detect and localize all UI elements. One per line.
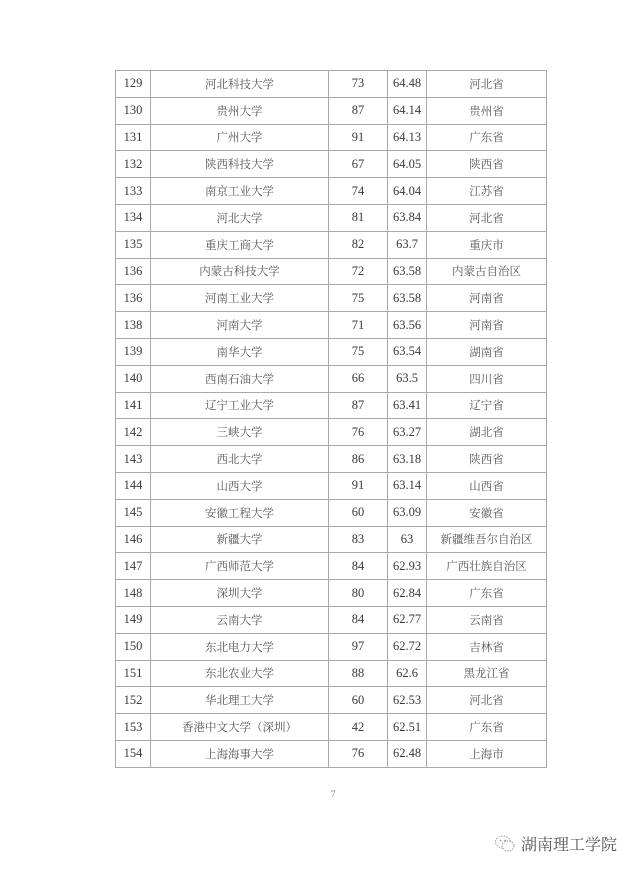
score-b-cell: 64.48 xyxy=(388,71,427,98)
score-a-cell: 60 xyxy=(329,687,388,714)
rank-cell: 146 xyxy=(116,526,151,553)
university-cell: 辽宁工业大学 xyxy=(151,392,329,419)
university-cell: 上海海事大学 xyxy=(151,740,329,767)
score-a-cell: 75 xyxy=(329,285,388,312)
university-cell: 河北大学 xyxy=(151,204,329,231)
page-number: 7 xyxy=(331,789,336,799)
table-row xyxy=(116,526,547,553)
score-b-cell: 62.48 xyxy=(388,740,427,767)
province-cell: 河北省 xyxy=(427,687,547,714)
table-row xyxy=(116,687,547,714)
table-row xyxy=(116,606,547,633)
table-row xyxy=(116,499,547,526)
table-row xyxy=(116,258,547,285)
score-a-cell: 76 xyxy=(329,740,388,767)
table-row xyxy=(116,740,547,767)
score-b-cell: 62.84 xyxy=(388,580,427,607)
rank-cell: 139 xyxy=(116,338,151,365)
score-a-cell: 97 xyxy=(329,633,388,660)
ranking-table xyxy=(115,70,547,768)
score-a-cell: 84 xyxy=(329,606,388,633)
score-b-cell: 64.13 xyxy=(388,124,427,151)
province-cell: 河北省 xyxy=(427,71,547,98)
rank-cell: 135 xyxy=(116,231,151,258)
score-a-cell: 82 xyxy=(329,231,388,258)
rank-cell: 141 xyxy=(116,392,151,419)
score-a-cell: 87 xyxy=(329,97,388,124)
score-b-cell: 63.58 xyxy=(388,285,427,312)
score-b-cell: 62.51 xyxy=(388,714,427,741)
watermark-text: 湖南理工学院 xyxy=(521,835,618,854)
rank-cell: 131 xyxy=(116,124,151,151)
university-cell: 西南石油大学 xyxy=(151,365,329,392)
rank-cell: 149 xyxy=(116,606,151,633)
university-cell: 东北农业大学 xyxy=(151,660,329,687)
province-cell: 广西壮族自治区 xyxy=(427,553,547,580)
province-cell: 安徽省 xyxy=(427,499,547,526)
table-row xyxy=(116,392,547,419)
province-cell: 河南省 xyxy=(427,312,547,339)
rank-cell: 138 xyxy=(116,312,151,339)
rank-cell: 147 xyxy=(116,553,151,580)
table-row xyxy=(116,446,547,473)
university-cell: 广西师范大学 xyxy=(151,553,329,580)
score-a-cell: 42 xyxy=(329,714,388,741)
table-row xyxy=(116,660,547,687)
rank-cell: 130 xyxy=(116,97,151,124)
rank-cell: 129 xyxy=(116,71,151,98)
score-a-cell: 84 xyxy=(329,553,388,580)
province-cell: 四川省 xyxy=(427,365,547,392)
score-b-cell: 62.77 xyxy=(388,606,427,633)
score-b-cell: 63.18 xyxy=(388,446,427,473)
rank-cell: 144 xyxy=(116,472,151,499)
province-cell: 广东省 xyxy=(427,580,547,607)
rank-cell: 150 xyxy=(116,633,151,660)
score-b-cell: 63.41 xyxy=(388,392,427,419)
table-row xyxy=(116,633,547,660)
university-cell: 云南大学 xyxy=(151,606,329,633)
score-b-cell: 64.05 xyxy=(388,151,427,178)
score-a-cell: 83 xyxy=(329,526,388,553)
score-a-cell: 86 xyxy=(329,446,388,473)
province-cell: 湖北省 xyxy=(427,419,547,446)
rank-cell: 145 xyxy=(116,499,151,526)
rank-cell: 152 xyxy=(116,687,151,714)
score-b-cell: 63 xyxy=(388,526,427,553)
province-cell: 重庆市 xyxy=(427,231,547,258)
score-a-cell: 91 xyxy=(329,124,388,151)
table-row xyxy=(116,204,547,231)
score-b-cell: 62.53 xyxy=(388,687,427,714)
score-b-cell: 63.5 xyxy=(388,365,427,392)
table-row xyxy=(116,472,547,499)
table-row xyxy=(116,419,547,446)
rank-cell: 136 xyxy=(116,285,151,312)
score-a-cell: 88 xyxy=(329,660,388,687)
rank-cell: 148 xyxy=(116,580,151,607)
rank-cell: 151 xyxy=(116,660,151,687)
score-b-cell: 64.14 xyxy=(388,97,427,124)
province-cell: 江苏省 xyxy=(427,178,547,205)
rank-cell: 154 xyxy=(116,740,151,767)
university-cell: 山西大学 xyxy=(151,472,329,499)
province-cell: 湖南省 xyxy=(427,338,547,365)
university-cell: 重庆工商大学 xyxy=(151,231,329,258)
table-row xyxy=(116,151,547,178)
table-row xyxy=(116,338,547,365)
table-row xyxy=(116,231,547,258)
score-b-cell: 63.14 xyxy=(388,472,427,499)
province-cell: 贵州省 xyxy=(427,97,547,124)
university-cell: 南京工业大学 xyxy=(151,178,329,205)
rank-cell: 136 xyxy=(116,258,151,285)
province-cell: 内蒙古自治区 xyxy=(427,258,547,285)
score-a-cell: 80 xyxy=(329,580,388,607)
score-a-cell: 67 xyxy=(329,151,388,178)
university-cell: 三峡大学 xyxy=(151,419,329,446)
university-cell: 安徽工程大学 xyxy=(151,499,329,526)
rank-cell: 133 xyxy=(116,178,151,205)
score-a-cell: 75 xyxy=(329,338,388,365)
province-cell: 云南省 xyxy=(427,606,547,633)
score-b-cell: 63.56 xyxy=(388,312,427,339)
rank-cell: 153 xyxy=(116,714,151,741)
watermark xyxy=(494,832,617,855)
province-cell: 陕西省 xyxy=(427,446,547,473)
table-row xyxy=(116,580,547,607)
province-cell: 河北省 xyxy=(427,204,547,231)
table-row xyxy=(116,312,547,339)
province-cell: 辽宁省 xyxy=(427,392,547,419)
table-row xyxy=(116,178,547,205)
university-cell: 河南大学 xyxy=(151,312,329,339)
university-cell: 南华大学 xyxy=(151,338,329,365)
university-cell: 贵州大学 xyxy=(151,97,329,124)
score-a-cell: 71 xyxy=(329,312,388,339)
province-cell: 新疆维吾尔自治区 xyxy=(427,526,547,553)
score-a-cell: 60 xyxy=(329,499,388,526)
university-cell: 东北电力大学 xyxy=(151,633,329,660)
university-cell: 陕西科技大学 xyxy=(151,151,329,178)
score-a-cell: 91 xyxy=(329,472,388,499)
ranking-table-body xyxy=(116,71,547,768)
table-row xyxy=(116,124,547,151)
university-cell: 香港中文大学（深圳） xyxy=(151,714,329,741)
university-cell: 深圳大学 xyxy=(151,580,329,607)
university-cell: 河南工业大学 xyxy=(151,285,329,312)
province-cell: 广东省 xyxy=(427,124,547,151)
score-a-cell: 74 xyxy=(329,178,388,205)
score-b-cell: 63.54 xyxy=(388,338,427,365)
table-row xyxy=(116,553,547,580)
score-a-cell: 76 xyxy=(329,419,388,446)
rank-cell: 140 xyxy=(116,365,151,392)
score-a-cell: 81 xyxy=(329,204,388,231)
university-cell: 华北理工大学 xyxy=(151,687,329,714)
table-row xyxy=(116,285,547,312)
table-row xyxy=(116,714,547,741)
university-cell: 内蒙古科技大学 xyxy=(151,258,329,285)
province-cell: 广东省 xyxy=(427,714,547,741)
province-cell: 陕西省 xyxy=(427,151,547,178)
score-b-cell: 64.04 xyxy=(388,178,427,205)
table-row xyxy=(116,97,547,124)
province-cell: 河南省 xyxy=(427,285,547,312)
province-cell: 上海市 xyxy=(427,740,547,767)
score-a-cell: 66 xyxy=(329,365,388,392)
score-b-cell: 63.7 xyxy=(388,231,427,258)
score-a-cell: 87 xyxy=(329,392,388,419)
score-a-cell: 72 xyxy=(329,258,388,285)
university-cell: 广州大学 xyxy=(151,124,329,151)
score-a-cell: 73 xyxy=(329,71,388,98)
score-b-cell: 63.27 xyxy=(388,419,427,446)
score-b-cell: 62.72 xyxy=(388,633,427,660)
rank-cell: 142 xyxy=(116,419,151,446)
score-b-cell: 63.09 xyxy=(388,499,427,526)
rank-cell: 143 xyxy=(116,446,151,473)
university-cell: 河北科技大学 xyxy=(151,71,329,98)
table-row xyxy=(116,365,547,392)
province-cell: 黑龙江省 xyxy=(427,660,547,687)
score-b-cell: 62.93 xyxy=(388,553,427,580)
rank-cell: 134 xyxy=(116,204,151,231)
province-cell: 吉林省 xyxy=(427,633,547,660)
province-cell: 山西省 xyxy=(427,472,547,499)
score-b-cell: 62.6 xyxy=(388,660,427,687)
table-row xyxy=(116,71,547,98)
wechat-icon xyxy=(494,834,516,854)
university-cell: 西北大学 xyxy=(151,446,329,473)
score-b-cell: 63.58 xyxy=(388,258,427,285)
rank-cell: 132 xyxy=(116,151,151,178)
university-cell: 新疆大学 xyxy=(151,526,329,553)
score-b-cell: 63.84 xyxy=(388,204,427,231)
